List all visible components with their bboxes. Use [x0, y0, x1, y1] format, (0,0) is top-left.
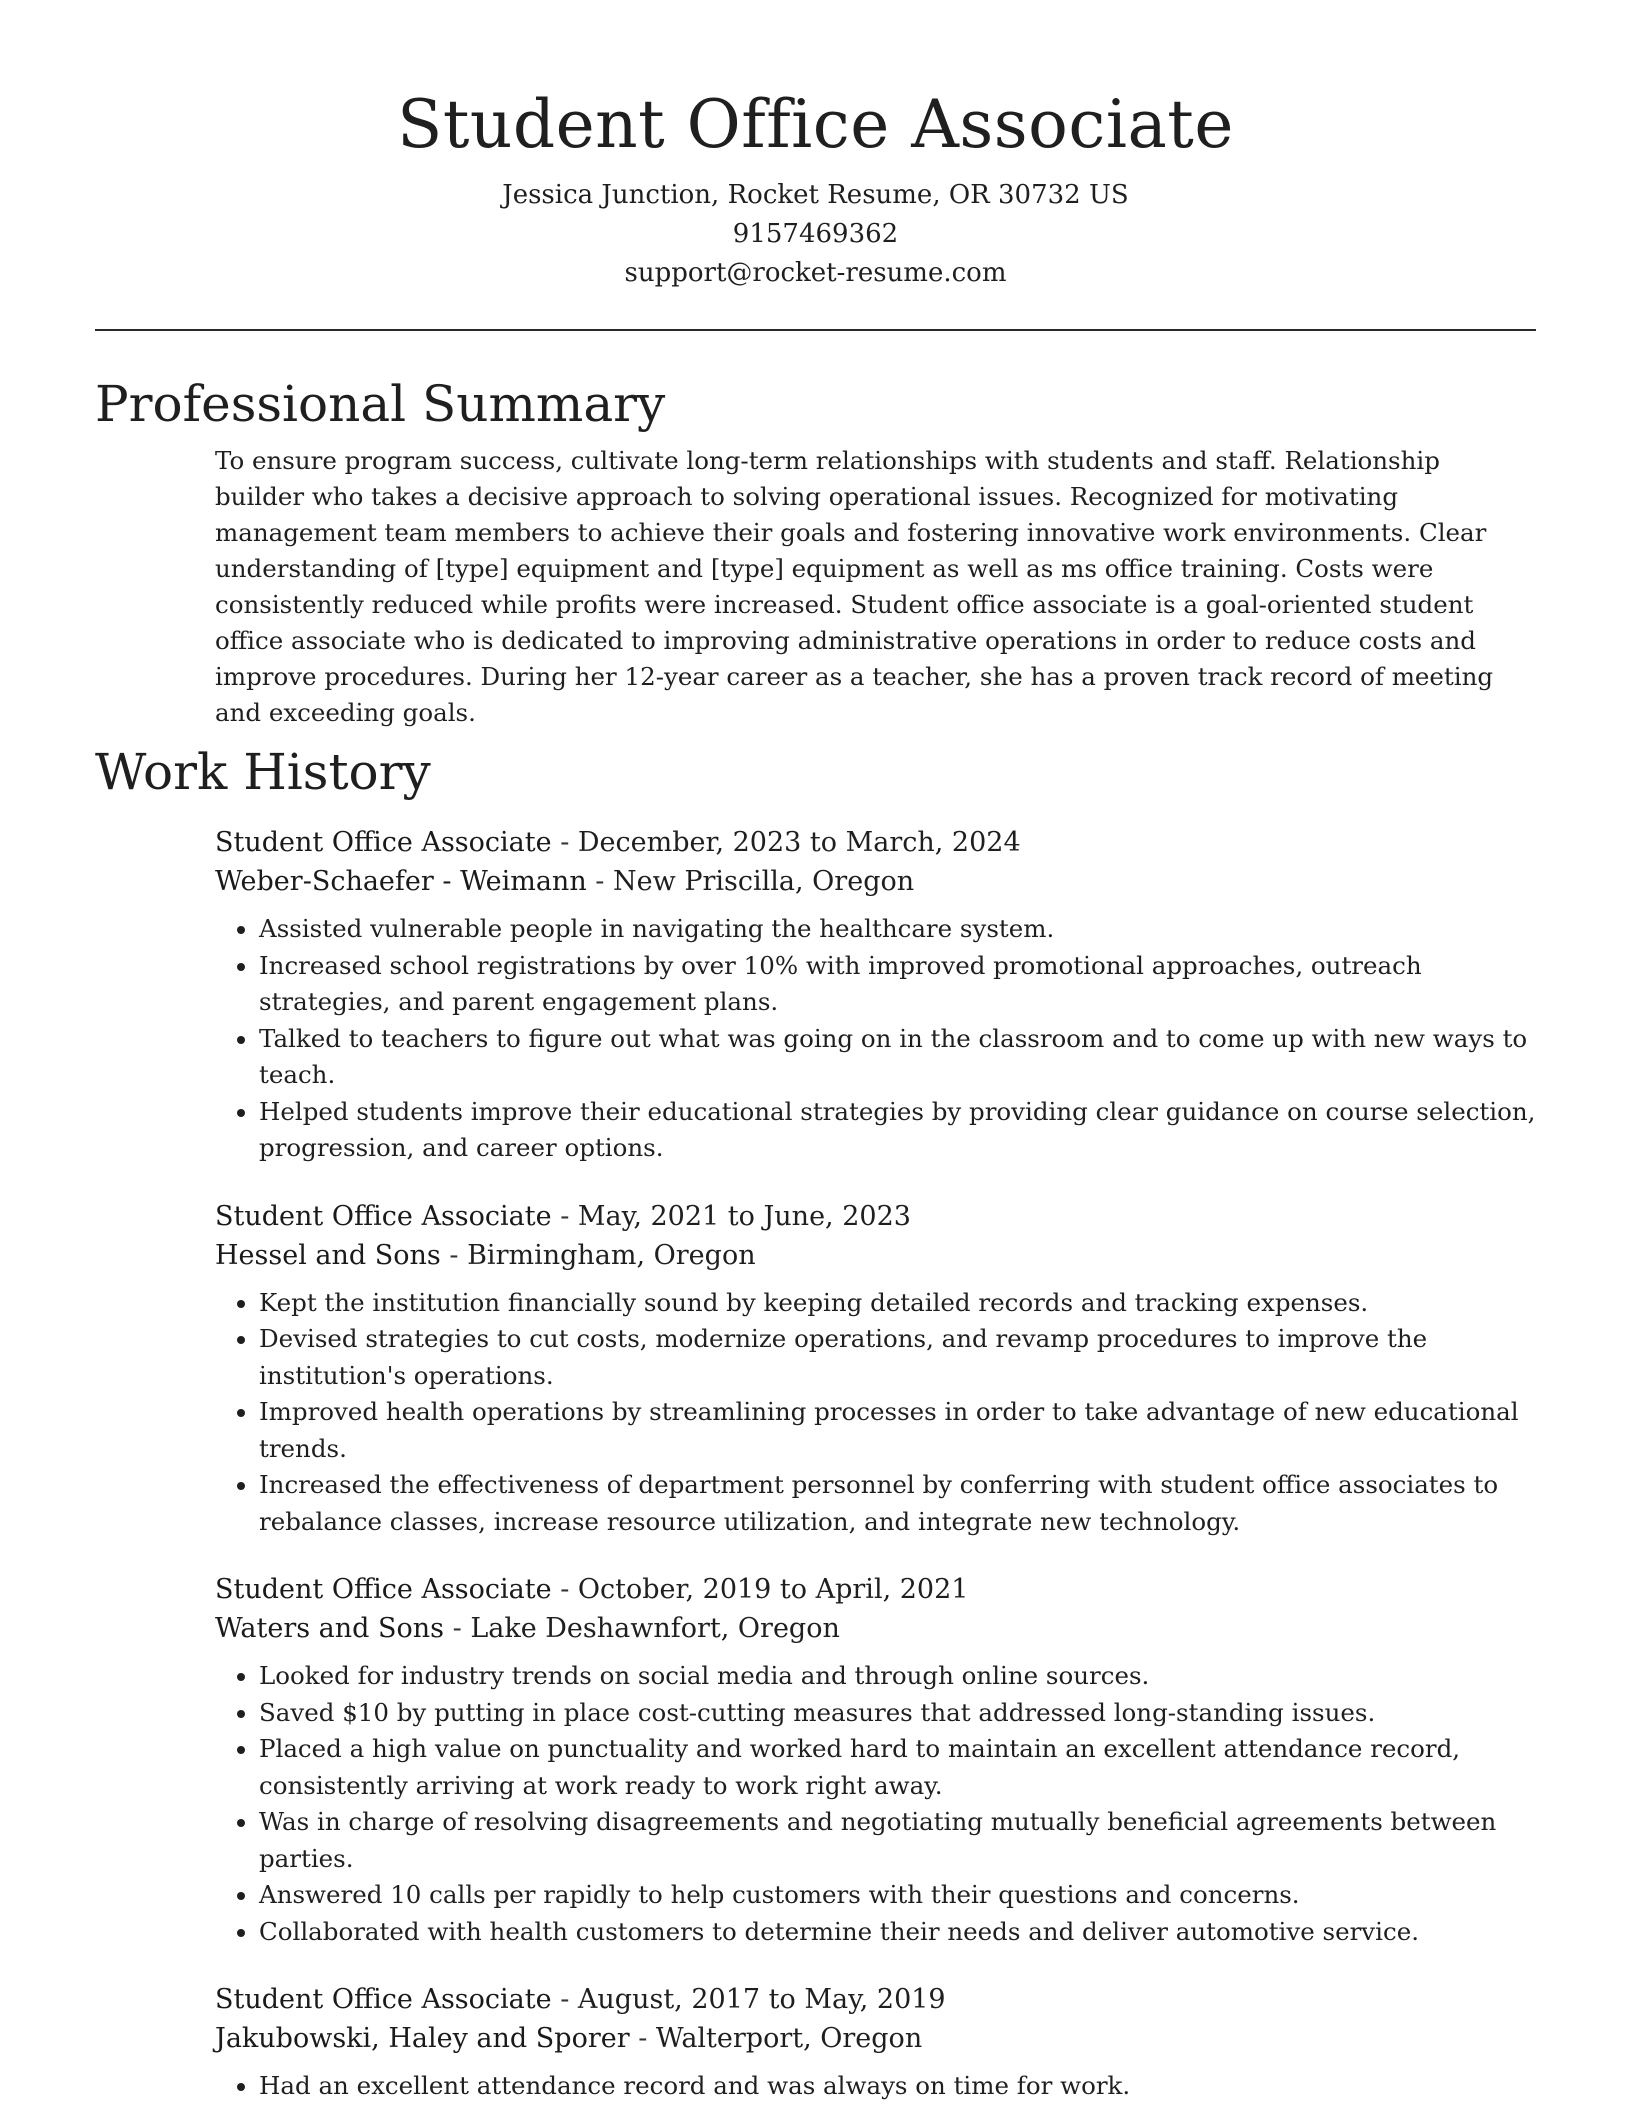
job-entry — [215, 1980, 1536, 2105]
list-item: • Improved health operations by streamlining processes in order to take advantage of new educational trends. — [259, 1394, 1536, 1467]
list-item: • Saved $10 by putting in place cost-cutting measures that addressed long-standing issues. — [259, 1695, 1536, 1732]
job-bullets — [215, 911, 1536, 1167]
work-history-section — [95, 739, 1536, 2105]
job-dates: August, 2017 to May, 2019 — [577, 1984, 946, 2015]
list-item: • Collaborated with health customers to determine their needs and deliver automotive service. — [259, 1914, 1536, 1951]
separator: - — [586, 866, 614, 897]
section-heading-summary: Professional Summary — [95, 375, 666, 433]
job-list — [215, 823, 1536, 2105]
resume-header — [95, 0, 1536, 293]
job-company: Waters and Sons — [215, 1613, 445, 1644]
section-heading-work: Work History — [95, 743, 431, 801]
professional-summary-section — [95, 371, 1536, 731]
job-company-line — [215, 1236, 1536, 1275]
separator: - — [551, 1200, 578, 1232]
separator: - — [440, 1239, 468, 1271]
job-dates: October, 2019 to April, 2021 — [577, 1574, 969, 1605]
job-entry — [215, 1570, 1536, 1950]
contact-phone: 9157469362 — [732, 219, 899, 249]
job-role: Student Office Associate — [215, 827, 552, 858]
job-title-line — [215, 1197, 1536, 1236]
job-dates: December, 2023 to March, 2024 — [577, 827, 1021, 858]
list-item: • Increased school registrations by over 10% with improved promotional approaches, outreach strategies, and parent engagement plans. — [259, 948, 1536, 1021]
list-item: • Helped students improve their educational strategies by providing clear guidance on course selection, progression, and career options. — [259, 1094, 1536, 1167]
list-item: • Answered 10 calls per rapidly to help customers with their questions and concerns. — [259, 1877, 1536, 1914]
list-item: • Placed a high value on punctuality and worked hard to maintain an excellent attendance record, consistently arriving at work ready to work right away. — [259, 1731, 1536, 1804]
separator: - — [551, 1984, 578, 2015]
summary-text: To ensure program success, cultivate long-term relationships with students and staff. Relationship builder who takes a decisive approach to solving operational issues. Recognized for motivating management team members to achieve their goals and fostering innovative work environments. Clear understanding of [type] equipment and [type] equipment as well as ms office training. Costs were consistently reduced while profits were increased. Student office associate is a goal-oriented student office associate who is dedicated to improving administrative operations in order to reduce costs and improve procedures. During her 12-year career as a teacher, she has a proven track record of meeting and exceeding goals. — [215, 446, 1494, 727]
separator: - — [551, 827, 578, 858]
job-company-line — [215, 1609, 1536, 1648]
list-item: • Assisted vulnerable people in navigating the healthcare system. — [259, 911, 1536, 948]
list-item: • Kept the institution financially sound by keeping detailed records and tracking expenses. — [259, 1285, 1536, 1322]
job-dates: May, 2021 to June, 2023 — [577, 1200, 911, 1232]
resume-title: Student Office Associate — [397, 86, 1234, 163]
job-company: Hessel and Sons — [215, 1239, 441, 1271]
job-company-line — [215, 2019, 1536, 2058]
list-item: • Looked for industry trends on social media and through online sources. — [259, 1658, 1536, 1695]
header-divider — [95, 329, 1536, 331]
job-location: New Priscilla, Oregon — [613, 866, 915, 897]
job-bullets — [215, 1658, 1536, 1950]
contact-info — [95, 176, 1536, 293]
job-location: Birmingham, Oregon — [467, 1239, 756, 1271]
list-item: • Had an excellent attendance record and was always on time for work. — [259, 2068, 1536, 2105]
job-bullets — [215, 2068, 1536, 2105]
list-item: • Talked to teachers to figure out what was going on in the classroom and to come up with new ways to teach. — [259, 1021, 1536, 1094]
job-company: Jakubowski, Haley and Sporer — [215, 2023, 630, 2054]
job-company-line — [215, 862, 1536, 901]
job-location: Lake Deshawnfort, Oregon — [470, 1613, 840, 1644]
list-item: • Increased the effectiveness of department personnel by conferring with student office associates to rebalance classes, increase resource utilization, and integrate new technology. — [259, 1467, 1536, 1540]
contact-address: Jessica Junction, Rocket Resume, OR 30732 US — [502, 180, 1129, 210]
separator: - — [444, 1613, 471, 1644]
job-role: Student Office Associate — [215, 1200, 552, 1232]
list-item: • Was in charge of resolving disagreements and negotiating mutually beneficial agreements between parties. — [259, 1804, 1536, 1877]
list-item: • Devised strategies to cut costs, modernize operations, and revamp procedures to improve the institution's operations. — [259, 1321, 1536, 1394]
job-bullets — [215, 1285, 1536, 1541]
resume-page — [95, 0, 1536, 2105]
job-location: Walterport, Oregon — [655, 2023, 923, 2054]
job-title-line — [215, 1980, 1536, 2019]
job-title-line — [215, 1570, 1536, 1609]
separator: - — [629, 2023, 656, 2054]
separator: - — [551, 1574, 578, 1605]
job-title-line — [215, 823, 1536, 862]
job-role: Student Office Associate — [215, 1574, 552, 1605]
job-entry — [215, 1197, 1536, 1541]
contact-email: support@rocket-resume.com — [624, 258, 1007, 288]
job-entry — [215, 823, 1536, 1167]
job-role: Student Office Associate — [215, 1984, 552, 2015]
job-company: Weber-Schaefer - Weimann — [215, 866, 587, 897]
